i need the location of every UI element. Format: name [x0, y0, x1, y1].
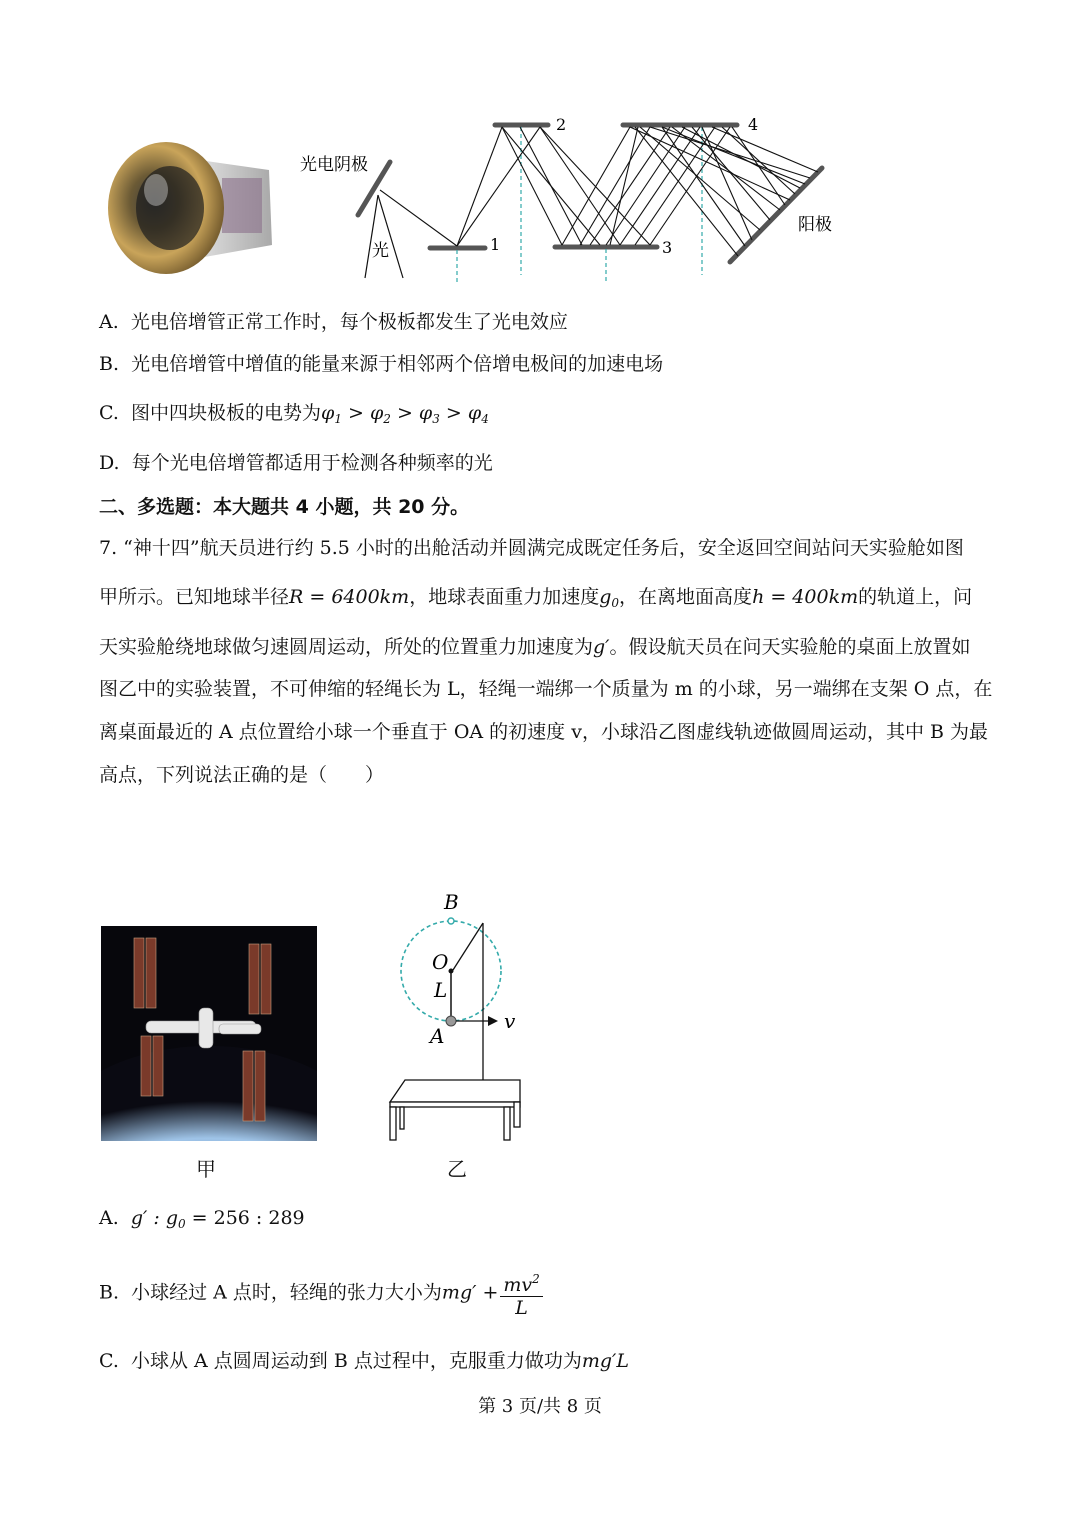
option-prefix: A. — [99, 1207, 119, 1229]
length-l-label: L — [434, 978, 448, 1002]
option-text: 小球经过 A 点时，轻绳的张力大小为 — [131, 1281, 442, 1304]
point-o-label: O — [432, 950, 449, 974]
q7-text: 甲所示。已知地球半径 — [99, 586, 290, 608]
point-a-label: A — [430, 1024, 445, 1048]
anode-label: 阳极 — [798, 215, 832, 235]
experiment-diagram — [380, 885, 530, 1145]
q7-text: 天实验舱绕地球做匀速圆周运动，所处的位置重力加速度为 — [99, 636, 594, 658]
tension-formula: mg′ + — [441, 1281, 499, 1304]
ratio-symbol: g′ : $g_0$ — [130, 1207, 186, 1231]
q6-option-b — [99, 351, 663, 377]
option-prefix: B. — [99, 1281, 120, 1304]
option-prefix: D. — [99, 452, 120, 474]
q7-text: 的轨道上，问 — [858, 586, 973, 608]
caption-yi: 乙 — [447, 1157, 467, 1181]
q7-option-b — [99, 1268, 543, 1319]
g0-symbol: $g_0$ — [599, 586, 620, 610]
option-text: 光电倍增管中增值的能量来源于相邻两个倍增电极间的加速电场 — [131, 353, 664, 375]
q7-text: ，在离地面高度 — [619, 586, 753, 608]
orbit-height: h = 400km — [752, 586, 859, 608]
page-footer: 第 3 页/共 8 页 — [478, 1396, 602, 1417]
work-formula: mg′L — [581, 1350, 629, 1372]
option-text: 光电倍增管正常工作时，每个极板都发生了光电效应 — [130, 311, 568, 333]
q7-line-6: 高点，下列说法正确的是（ ） — [99, 764, 385, 786]
option-text: = 256 : 289 — [191, 1207, 305, 1229]
q7-line-5: 离桌面最近的 A 点位置给小球一个垂直于 OA 的初速度 v，小球沿乙图虚线轨迹做圆周运动，其中 B 为最 — [99, 721, 988, 743]
q7-option-c — [99, 1348, 629, 1374]
point-b-label: B — [444, 890, 459, 914]
dynode-3-label: 3 — [662, 238, 673, 257]
photomultiplier-diagram — [290, 110, 850, 285]
q7-line-3 — [99, 634, 971, 660]
fraction: $\frac{mv^2}{L}$ — [500, 1268, 542, 1319]
q7-line-4: 图乙中的实验装置，不可伸缩的轻绳长为 L，轻绳一端绑一个质量为 m 的小球，另一端绑在支架 O 点，在 — [99, 678, 993, 700]
space-station-photo — [101, 926, 317, 1141]
q7-text: ，地球表面重力加速度 — [409, 586, 600, 608]
light-label: 光 — [372, 241, 389, 261]
option-text: 图中四块极板的电势为 — [131, 402, 322, 424]
option-text: 小球从 A 点圆周运动到 B 点过程中，克服重力做功为 — [131, 1350, 582, 1372]
potential-formula: $\varphi_1 > \varphi_2 > \varphi_3 > \varphi_4$ — [321, 402, 489, 426]
dynode-4-label: 4 — [748, 115, 759, 134]
option-prefix: C. — [99, 1350, 119, 1372]
option-prefix: A. — [99, 311, 119, 333]
option-prefix: C. — [99, 402, 119, 424]
dynode-1-label: 1 — [490, 235, 501, 254]
photomultiplier-photo — [104, 130, 284, 280]
q7-line-1: 7. “神十四”航天员进行约 5.5 小时的出舱活动并圆满完成既定任务后，安全返回空间站问天实验舱如图 — [99, 537, 964, 559]
option-text: 每个光电倍增管都适用于检测各种频率的光 — [131, 452, 493, 474]
velocity-v-label: v — [504, 1009, 516, 1033]
dynode-2-label: 2 — [556, 115, 567, 134]
q6-option-c — [99, 400, 489, 432]
section-heading: 二、多选题：本大题共 4 小题，共 20 分。 — [99, 496, 470, 518]
q6-option-d — [99, 450, 493, 476]
q7-option-a — [99, 1205, 305, 1237]
caption-jia: 甲 — [196, 1157, 216, 1181]
g-prime-symbol: g′ — [593, 636, 610, 658]
q7-line-2 — [99, 584, 972, 616]
cathode-label: 光电阴极 — [300, 155, 368, 175]
option-prefix: B. — [99, 353, 120, 375]
q7-text: 。假设航天员在问天实验舱的桌面上放置如 — [609, 636, 971, 658]
q6-option-a — [99, 309, 568, 335]
earth-radius: R = 6400km — [289, 586, 410, 608]
